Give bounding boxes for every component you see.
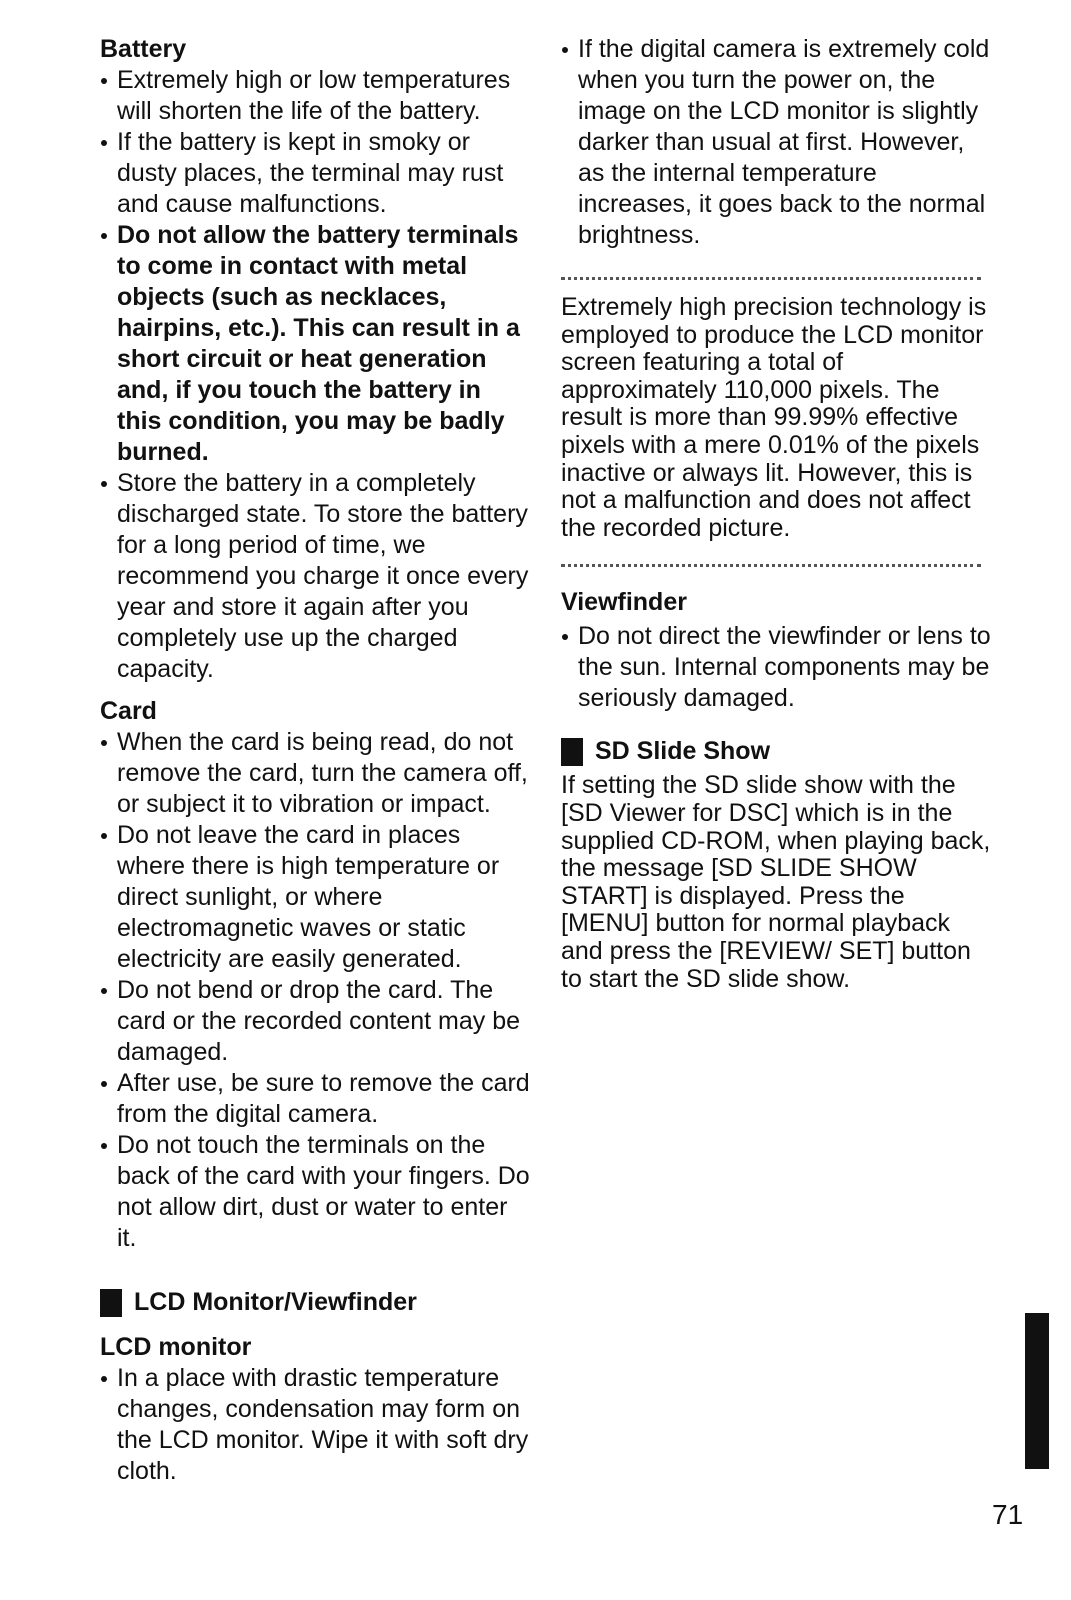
right-column [561, 34, 997, 993]
lcd-monitor-list-continued [561, 34, 997, 251]
lcd-monitor-list [100, 1363, 530, 1487]
list-item: Do not bend or drop the card. The card or the recorded content may be damaged. [100, 975, 530, 1068]
bullet-icon [101, 78, 107, 84]
bullet-icon [101, 1143, 107, 1149]
bullet-icon [101, 233, 107, 239]
bullet-icon [101, 1376, 107, 1382]
chapter-tab-marker [1025, 1313, 1049, 1469]
warning-list-item: Do not allow the battery terminals to come in contact with metal objects (such as necklaces, hairpins, etc.). This can result in a short circuit or heat generation and, if you touch the battery in this condition, you may be badly burned. [100, 220, 530, 468]
page-number: 71 [992, 1499, 1024, 1530]
sd-slide-show-body: If setting the SD slide show with the [SD Viewer for DSC] which is in the supplied CD-ROM, when playing back, the message [SD SLIDE SHOW START] is displayed. Press the [MENU] button for normal playback and press the [REVIEW/ SET] button to start the SD slide show. [561, 771, 991, 993]
list-item: After use, be sure to remove the card from the digital camera. [100, 1068, 530, 1130]
battery-heading: Battery [100, 35, 187, 63]
list-item: When the card is being read, do not remove the card, turn the camera off, or subject it to vibration or impact. [100, 727, 530, 820]
list-item: In a place with drastic temperature changes, condensation may form on the LCD monitor. Wipe it with soft dry cloth. [100, 1363, 530, 1487]
list-item: If the battery is kept in smoky or dusty places, the terminal may rust and cause malfunctions. [100, 127, 530, 220]
list-item: Do not leave the card in places where there is high temperature or direct sunlight, or where electromagnetic waves or static electricity are easily generated. [100, 820, 530, 975]
bullet-icon [562, 634, 568, 640]
bullet-icon [562, 47, 568, 53]
viewfinder-heading: Viewfinder [561, 588, 687, 617]
viewfinder-list [561, 621, 997, 714]
bullet-icon [101, 833, 107, 839]
bullet-icon [101, 140, 107, 146]
bullet-icon [101, 1081, 107, 1087]
section-marker-icon [100, 1289, 122, 1317]
dotted-divider [561, 277, 981, 280]
list-item: Do not touch the terminals on the back of the card with your fingers. Do not allow dirt, dust or water to enter it. [100, 1130, 530, 1254]
lcd-section-heading: LCD Monitor/Viewfinder [100, 1287, 530, 1318]
list-item: Extremely high or low temperatures will shorten the life of the battery. [100, 65, 530, 127]
dotted-divider [561, 564, 981, 567]
bullet-icon [101, 740, 107, 746]
list-item: If the digital camera is extremely cold when you turn the power on, the image on the LCD monitor is slightly darker than usual at first. However, as the internal temperature increases, it goes back to the normal brightness. [561, 34, 997, 251]
left-column [100, 34, 530, 1487]
card-list [100, 727, 530, 1254]
precision-note: Extremely high precision technology is employed to produce the LCD monitor screen featuring a total of approximately 110,000 pixels. The result is more than 99.99% effective pixels with a mere 0.01% of the pixels inactive or always lit. However, this is not a malfunction and does not affect the recorded picture. [561, 293, 987, 542]
section-marker-icon [561, 738, 583, 766]
list-item: Store the battery in a completely discharged state. To store the battery for a long period of time, we recommend you charge it once every year and store it again after you completely use up the charged capacity. [100, 468, 530, 685]
sd-slide-show-heading: SD Slide Show [561, 736, 997, 767]
list-item: Do not direct the viewfinder or lens to the sun. Internal components may be seriously damaged. [561, 621, 997, 714]
lcd-monitor-subheading: LCD monitor [100, 1333, 252, 1361]
bullet-icon [101, 481, 107, 487]
bullet-icon [101, 988, 107, 994]
card-heading: Card [100, 697, 157, 725]
battery-list [100, 65, 530, 685]
